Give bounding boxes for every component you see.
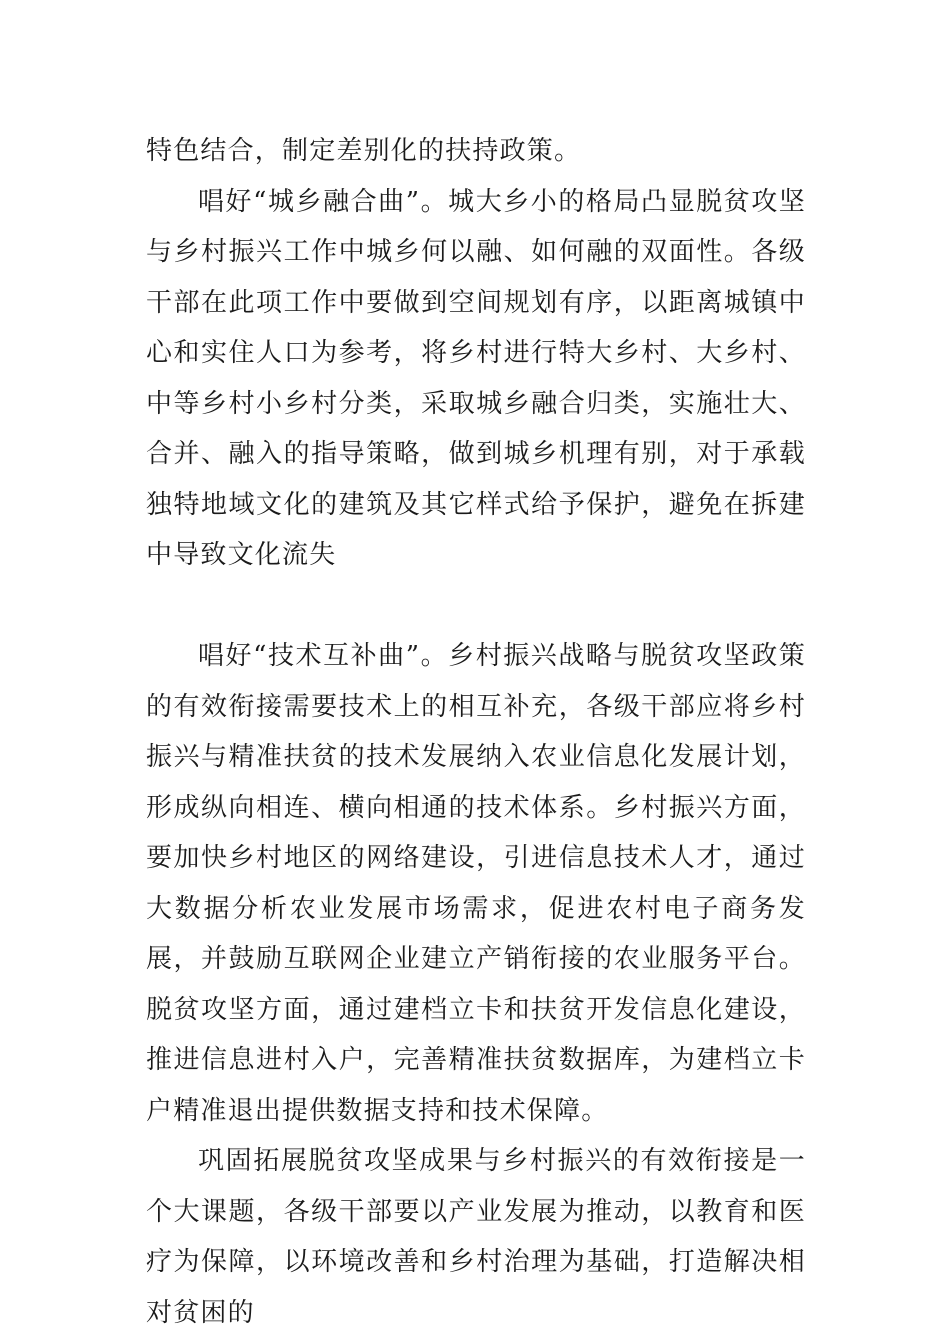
- paragraph-spacer: [146, 581, 806, 632]
- paragraph-urban-rural: 唱好“城乡融合曲”。城大乡小的格局凸显脱贫攻坚与乡村振兴工作中城乡何以融、如何融的双面性。各级干部在此项工作中要做到空间规划有序，以距离城镇中心和实住人口为参考，将乡村进行特大乡村、大乡村、中等乡村小乡村分类，采取城乡融合归类，实施壮大、合并、融入的指导策略，做到城乡机理有别，对于承载独特地域文化的建筑及其它样式给予保护，避免在拆建中导致文化流失: [146, 186, 806, 570]
- document-body: [146, 126, 806, 1338]
- paragraph-technology: 唱好“技术互补曲”。乡村振兴战略与脱贫攻坚政策的有效衔接需要技术上的相互补充，各级干部应将乡村振兴与精准扶贫的技术发展纳入农业信息化发展计划，形成纵向相连、横向相通的技术体系。乡村振兴方面，要加快乡村地区的网络建设，引进信息技术人才，通过大数据分析农业发展市场需求，促进农村电子商务发展，并鼓励互联网企业建立产销衔接的农业服务平台。脱贫攻坚方面，通过建档立卡和扶贫开发信息化建设，推进信息进村入户，完善精准扶贫数据库，为建档立卡户精准退出提供数据支持和技术保障。: [146, 641, 806, 1126]
- paragraph-conclusion: 巩固拓展脱贫攻坚成果与乡村振兴的有效衔接是一个大课题，各级干部要以产业发展为推动，以教育和医疗为保障，以环境改善和乡村治理为基础，打造解决相对贫困的: [146, 1146, 806, 1328]
- paragraph-intro-tail: 特色结合，制定差别化的扶持政策。: [146, 136, 582, 166]
